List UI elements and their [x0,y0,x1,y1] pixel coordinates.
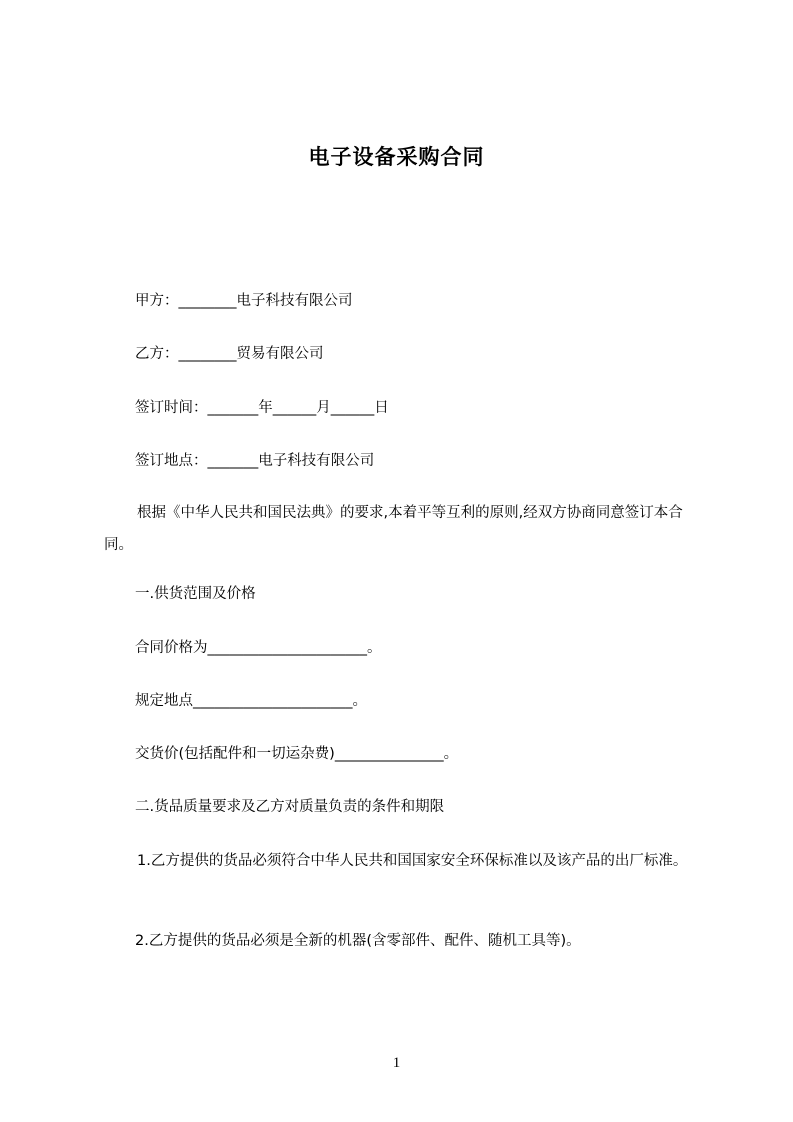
party-b-line: 乙方：________贸易有限公司 [135,346,324,362]
document-title: 电子设备采购合同 [308,145,485,169]
sign-place-line: 签订地点：_______电子科技有限公司 [135,453,375,469]
page-number: 1 [392,1055,401,1071]
section-1-heading: 一.供货范围及价格 [135,586,256,602]
sign-time-line: 签订时间：_______年______月______日 [135,400,389,416]
section-2-item-1: 1.乙方提供的货品必须符合中华人民共和国国家安全环保标准以及该产品的出厂标准。 [137,853,688,869]
party-a-line: 甲方：________电子科技有限公司 [135,293,353,309]
delivery-price-line: 交货价(包括配件和一切运杂费)_______________。 [135,746,459,762]
section-2-item-2: 2.乙方提供的货品必须是全新的机器(含零部件、配件、随机工具等)。 [135,933,581,949]
contract-price-line: 合同价格为______________________。 [135,640,382,656]
delivery-place-line: 规定地点______________________。 [135,693,367,709]
section-2-heading: 二.货品质量要求及乙方对质量负责的条件和期限 [135,799,445,815]
intro-paragraph: 根据《中华人民共和国民法典》的要求,本着平等互利的原则,经双方协商同意签订本合同。 [104,505,683,553]
